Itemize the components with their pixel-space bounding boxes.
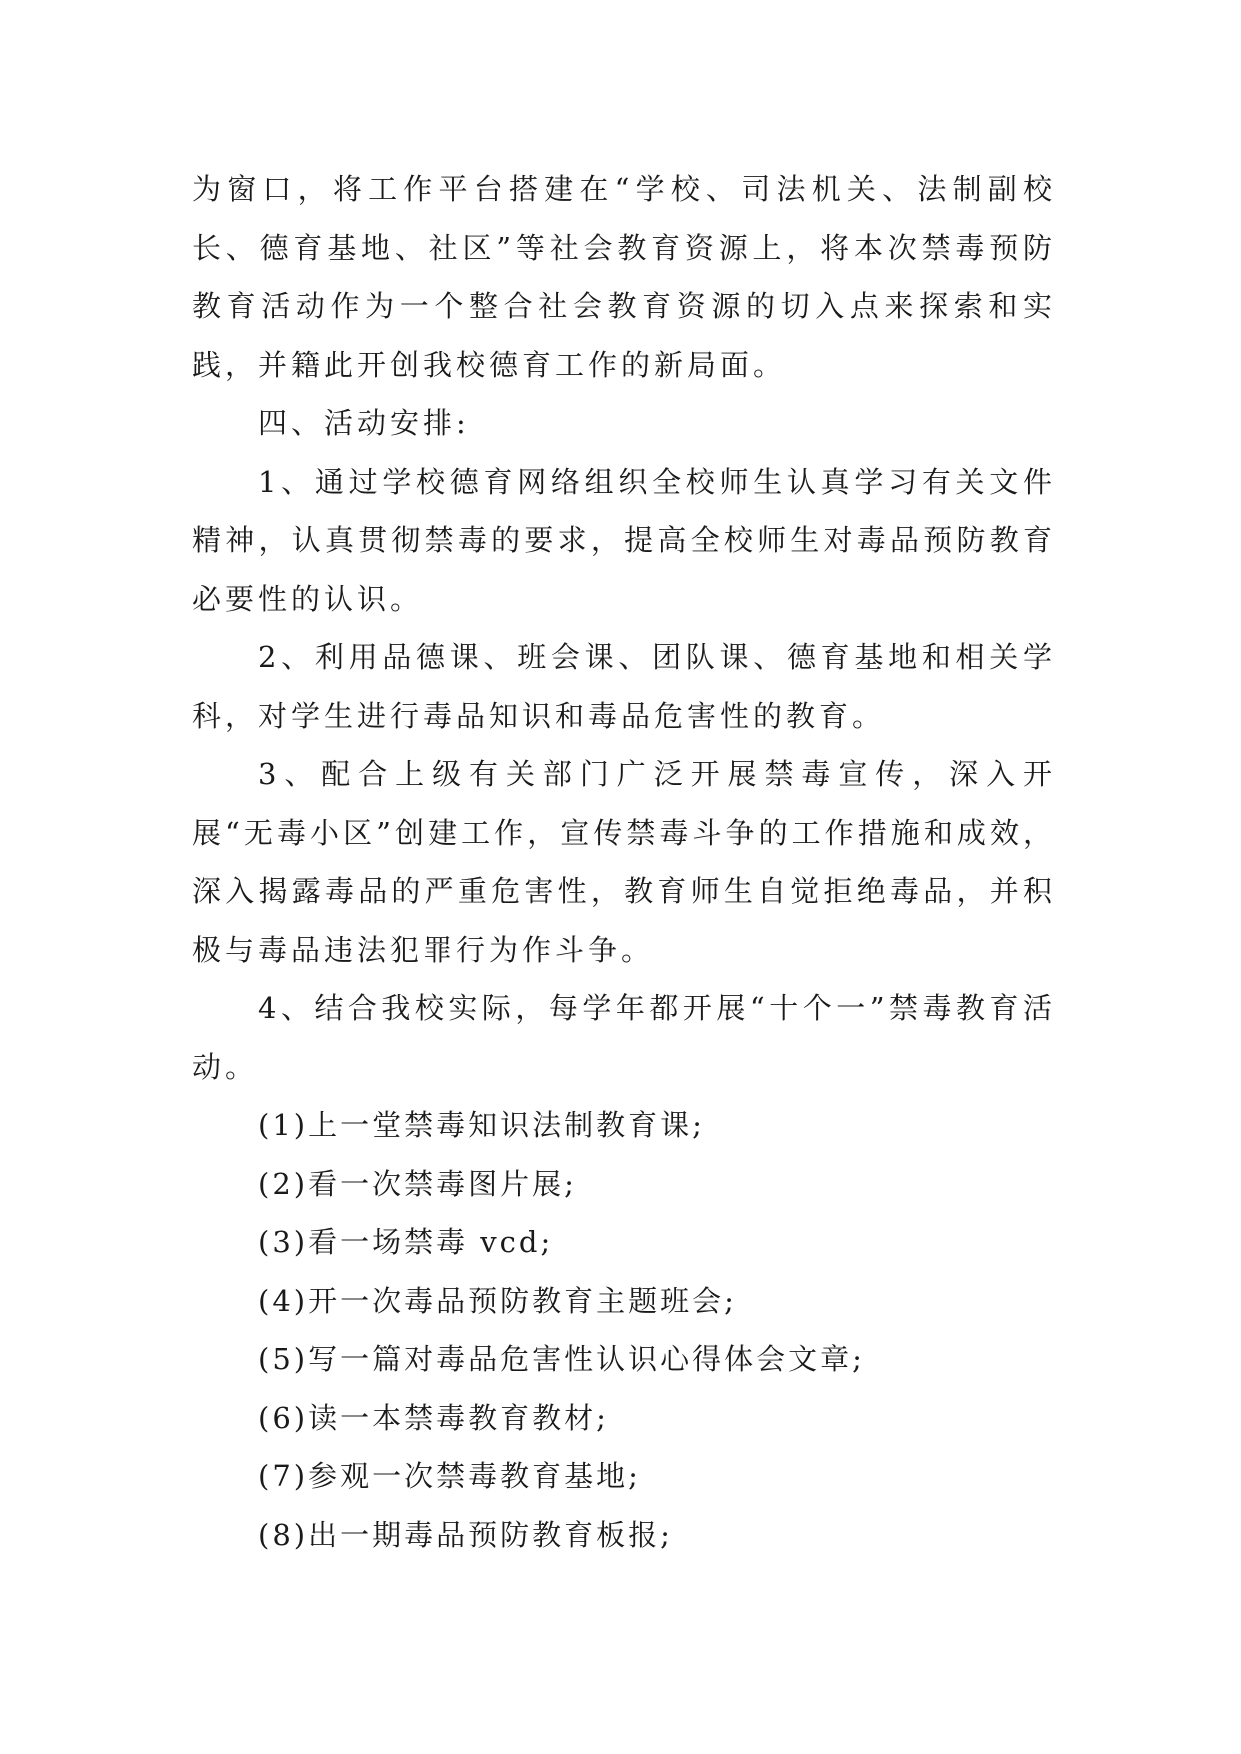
- list-item: (7)参观一次禁毒教育基地;: [258, 1459, 641, 1493]
- list-item: (1)上一堂禁毒知识法制教育课;: [258, 1108, 705, 1142]
- paragraph-arrangement-4: 4、结合我校实际，每学年都开展“十个一”禁毒教育活动。: [192, 991, 1056, 1084]
- list-item: (8)出一期毒品预防教育板报;: [258, 1517, 673, 1552]
- section-heading-activity-arrangement: 四、活动安排:: [258, 406, 470, 440]
- paragraph-arrangement-2: 2、利用品德课、班会课、团队课、德育基地和相关学科，对学生进行毒品知识和毒品危害性的教育。: [192, 640, 1056, 733]
- paragraph-arrangement-1: 1、通过学校德育网络组织全校师生认真学习有关文件精神，认真贯彻禁毒的要求，提高全校师生对毒品预防教育必要性的认识。: [192, 464, 1056, 616]
- list-item: (4)开一次毒品预防教育主题班会;: [258, 1283, 737, 1318]
- paragraph-intro: 为窗口，将工作平台搭建在“学校、司法机关、法制副校长、德育基地、社区”等社会教育资源上，将本次禁毒预防教育活动作为一个整合社会教育资源的切入点来探索和实践，并籍此开创我校德育工作的新局面。: [192, 172, 1056, 382]
- list-item: (6)读一本禁毒教育教材;: [258, 1400, 609, 1435]
- list-item: (5)写一篇对毒品危害性认识心得体会文章;: [258, 1342, 865, 1376]
- list-item: (3)看一场禁毒 vcd;: [258, 1225, 554, 1259]
- paragraph-arrangement-3: 3、配合上级有关部门广泛开展禁毒宣传，深入开展“无毒小区”创建工作，宣传禁毒斗争的工作措施和成效，深入揭露毒品的严重危害性，教育师生自觉拒绝毒品，并积极与毒品违法犯罪行为作斗争。: [192, 757, 1056, 967]
- document-body: [192, 160, 1056, 1564]
- list-item: (2)看一次禁毒图片展;: [258, 1166, 577, 1201]
